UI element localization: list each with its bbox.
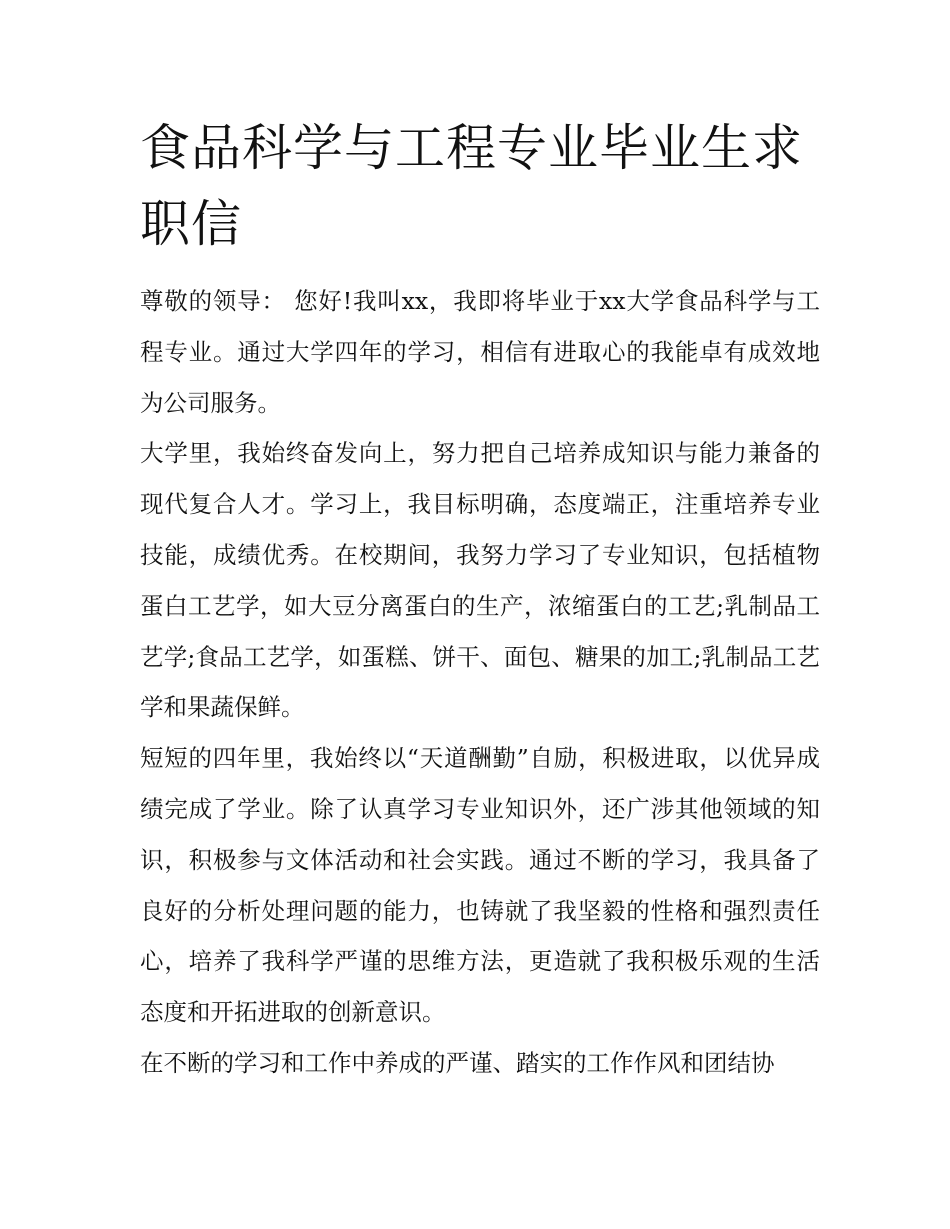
page-title: 食品科学与工程专业毕业生求职信 bbox=[140, 119, 803, 253]
letter-body bbox=[140, 276, 820, 1089]
paragraph-achievements: 短短的四年里，我始终以“天道酬勤”自励，积极进取，以优异成绩完成了学业。除了认真学习专业知识外，还广涉其他领域的知识，积极参与文体活动和社会实践。通过不断的学习，我具备了良好的分析处理问题的能力，也铸就了我坚毅的性格和强烈责任心，培养了我科学严谨的思维方法，更造就了我积极乐观的生活态度和开拓进取的创新意识。 bbox=[140, 744, 820, 1027]
paragraph-university: 大学里，我始终奋发向上，努力把自己培养成知识与能力兼备的现代复合人才。学习上，我目标明确，态度端正，注重培养专业技能，成绩优秀。在校期间，我努力学习了专业知识，包括植物蛋白工艺学，如大豆分离蛋白的生产，浓缩蛋白的工艺;乳制品工艺学;食品工艺学，如蛋糕、饼干、面包、糖果的加工;乳制品工艺学和果蔬保鲜。 bbox=[140, 439, 820, 722]
paragraph-work-style: 在不断的学习和工作中养成的严谨、踏实的工作作风和团结协 bbox=[140, 1048, 775, 1077]
paragraph-greeting: 尊敬的领导： 您好!我叫xx，我即将毕业于xx大学食品科学与工程专业。通过大学四年的学习，相信有进取心的我能卓有成效地为公司服务。 bbox=[140, 287, 820, 417]
